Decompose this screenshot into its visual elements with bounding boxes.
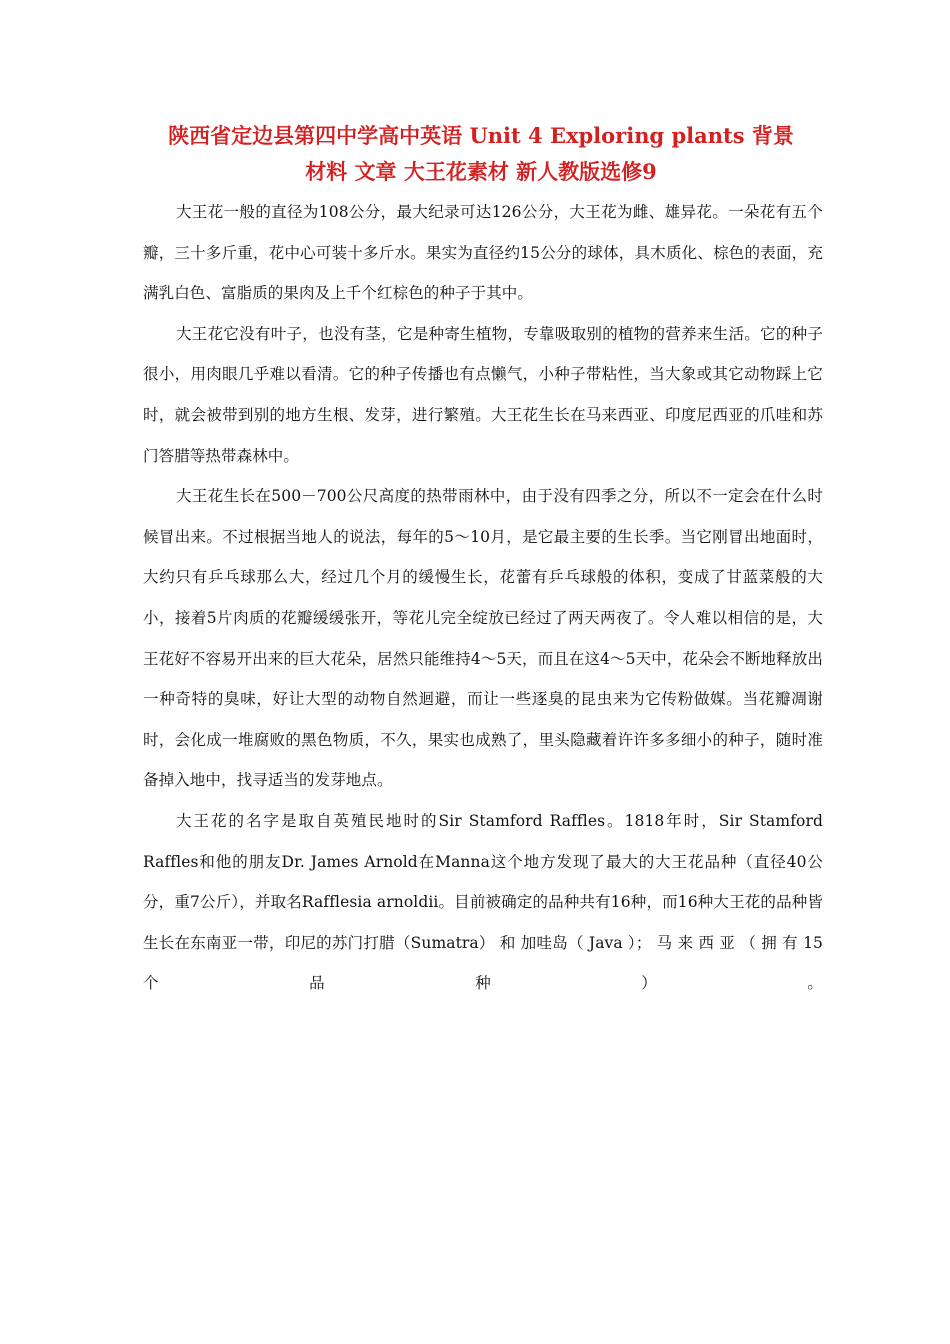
paragraph-1: 大王花一般的直径为108公分，最大纪录可达126公分，大王花为雌、雄异花。一朵花有五个瓣，三十多斤重，花中心可装十多斤水。果实为直径约15公分的球体，具木质化、棕色的表面，充满乳白色、富脂质的果肉及上千个红棕色的种子于其中。 <box>143 203 823 303</box>
title-line-2: 材料 文章 大王花素材 新人教版选修9 <box>305 159 657 184</box>
document-page <box>143 118 823 1004</box>
paragraph-4: 大王花的名字是取自英殖民地时的Sir Stamford Raffles。1818年时，Sir Stamford Raffles和他的朋友Dr. James Arnold在Manna这个地方发现了最大的大王花品种（直径40公分，重7公斤），并取名Rafflesia arnoldii。目前被确定的品种共有16种，而16种大王花的品种皆生长在东南亚一带，印尼的苏门打腊（Sumatra） 和 加哇岛（ Java ）； 马 来 西 亚 （ 拥 有 15 个 品 种 ） 。 <box>143 811 823 993</box>
title-line-1: 陕西省定边县第四中学高中英语 Unit 4 Exploring plants 背景 <box>168 123 794 148</box>
paragraph-2: 大王花它没有叶子，也没有茎，它是种寄生植物，专靠吸取别的植物的营养来生活。它的种子很小，用肉眼几乎难以看清。它的种子传播也有点懒气，小种子带粘性，当大象或其它动物踩上它时，就会被带到别的地方生根、发芽，进行繁殖。大王花生长在马来西亚、印度尼西亚的爪哇和苏门答腊等热带森林中。 <box>143 324 823 465</box>
document-title <box>131 118 831 190</box>
paragraph-3: 大王花生长在500－700公尺高度的热带雨林中，由于没有四季之分，所以不一定会在什么时候冒出来。不过根据当地人的说法，每年的5～10月，是它最主要的生长季。当它刚冒出地面时，大约只有乒乓球那么大，经过几个月的缓慢生长，花蕾有乒乓球般的体积，变成了甘蓝菜般的大小，接着5片肉质的花瓣缓缓张开，等花儿完全绽放已经过了两天两夜了。令人难以相信的是，大王花好不容易开出来的巨大花朵，居然只能维持4～5天，而且在这4～5天中，花朵会不断地释放出一种奇特的臭味，好让大型的动物自然迴避，而让一些逐臭的昆虫来为它传粉做媒。当花瓣凋谢时，会化成一堆腐败的黑色物质，不久，果实也成熟了，里头隐藏着许许多多细小的种子，随时准备掉入地中，找寻适当的发芽地点。 <box>143 487 823 790</box>
